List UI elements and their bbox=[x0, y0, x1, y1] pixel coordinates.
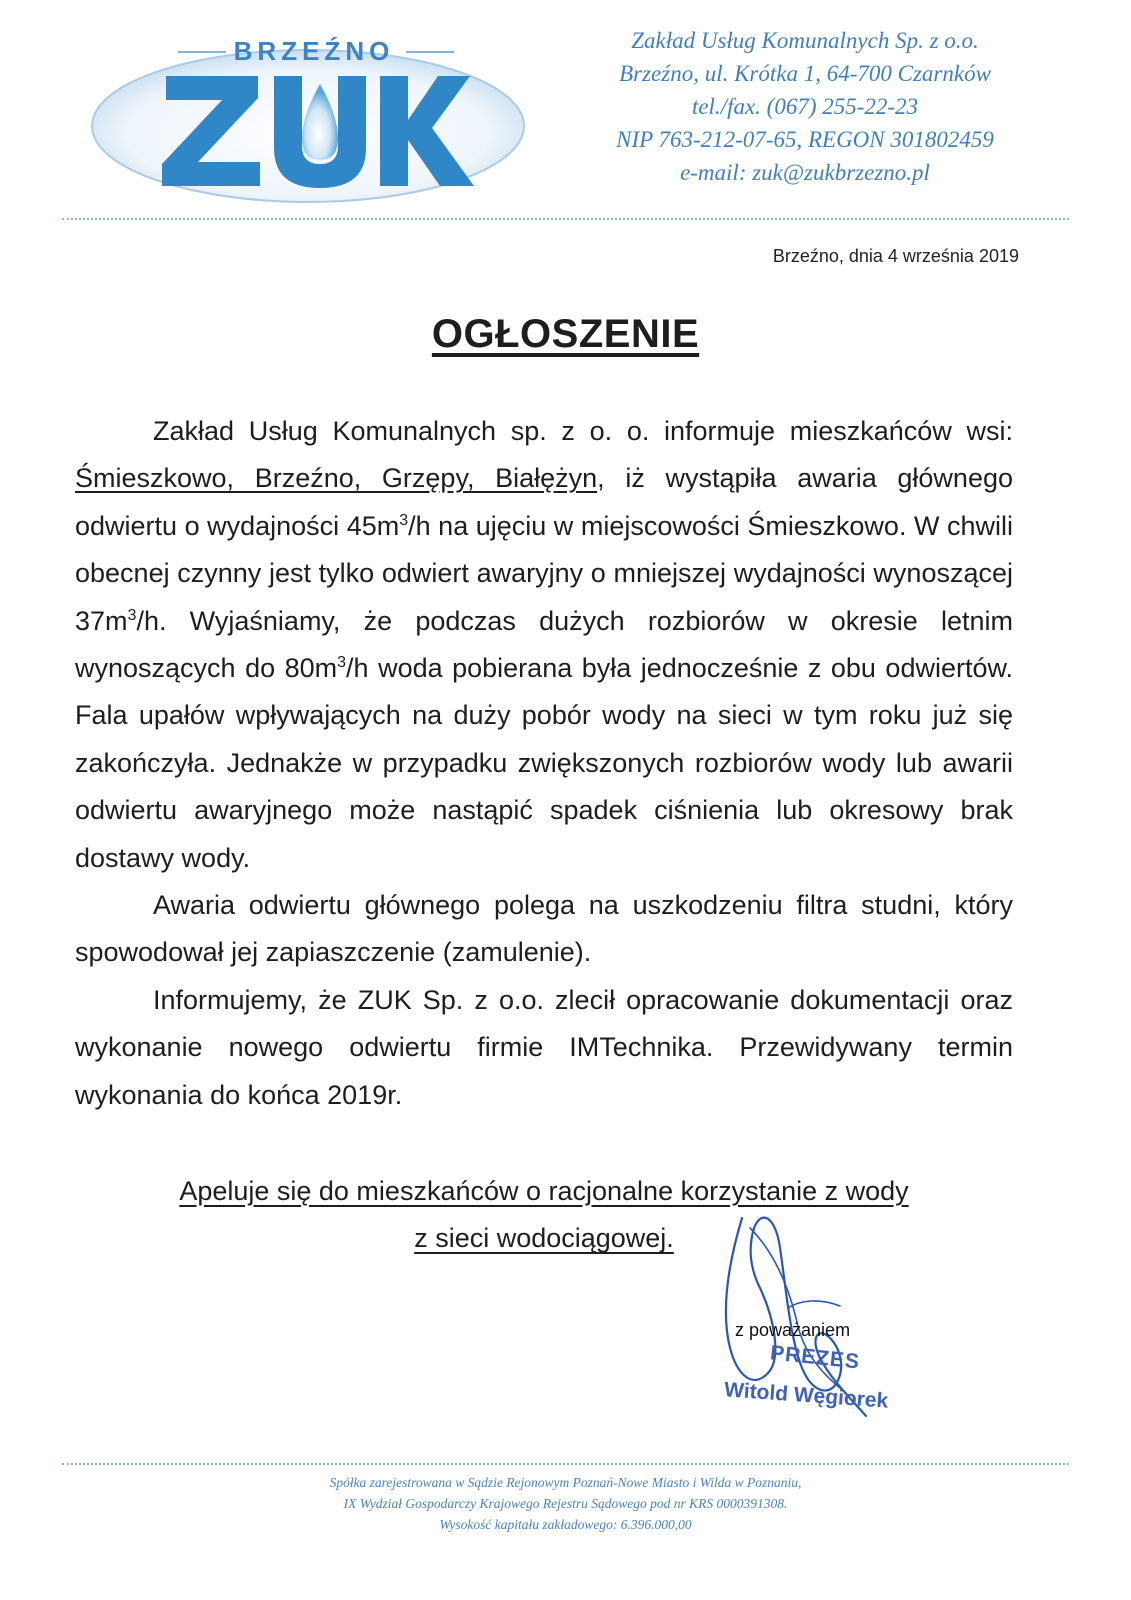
stamp-title: PREZES bbox=[769, 1341, 862, 1374]
footer-divider bbox=[62, 1463, 1069, 1465]
footer-line-1: Spółka zarejestrowana w Sądzie Rejonowym Poznań-Nowe Miasto i Wilda w Poznaniu, bbox=[329, 1475, 802, 1490]
zuk-logo bbox=[88, 16, 528, 206]
company-address: Brzeźno, ul. Krótka 1, 64-700 Czarnków bbox=[619, 61, 991, 86]
p1-part-a: , iż wystąpiła awaria głównego odwiertu o wydajności 45m bbox=[75, 463, 1013, 541]
paragraph-1 bbox=[75, 408, 1013, 882]
p1-part-d: /h woda pobierana była jednocześnie z obu odwiertów. Fala upałów wpływających na duży pobór wody na sieci w tym roku już się zakończyła. Jednakże w przypadku zwiększonych rozbiorów wody lub awarii odwiertu awaryjnego może nastąpić spadek ciśnienia lub okresowy brak dostawy wody. bbox=[75, 653, 1014, 873]
appeal-line-2: z sieci wodociągowej. bbox=[414, 1223, 674, 1254]
header-divider bbox=[62, 218, 1069, 220]
closing-regards: z poważaniem bbox=[735, 1320, 851, 1340]
stamp-name: Witold Węgiorek bbox=[723, 1378, 889, 1413]
footer-registration bbox=[0, 1472, 1131, 1535]
company-info bbox=[540, 24, 1070, 189]
cube-superscript: 3 bbox=[127, 606, 137, 624]
footer-line-2: IX Wydział Gospodarczy Krajowego Rejestru Sądowego pod nr KRS 0000391308. bbox=[343, 1496, 788, 1511]
appeal-line-1: Apeluje się do mieszkańców o racjonalne korzystanie z wody bbox=[179, 1176, 909, 1206]
company-email: e-mail: zuk@zukbrzezno.pl bbox=[680, 160, 930, 185]
document-date: Brzeźno, dnia 4 września 2019 bbox=[772, 246, 1019, 266]
document-title: OGŁOSZENIE bbox=[431, 312, 700, 356]
announcement-body bbox=[75, 408, 1013, 1119]
villages-list: Śmieszkowo, Brzeźno, Grzępy, Białężyn bbox=[75, 463, 598, 494]
p1-part-b: /h na ujęciu w miejscowości Śmieszkowo. W chwili obecnej czynny jest tylko odwiert awaryjny o mniejszej wydajności wynoszącej 37m bbox=[75, 510, 1013, 636]
p1-intro: Zakład Usług Komunalnych sp. z o. o. informuje mieszkańców wsi: bbox=[153, 416, 1013, 446]
company-name: Zakład Usług Komunalnych Sp. z o.o. bbox=[631, 28, 979, 53]
p1-part-c: /h. Wyjaśniamy, że podczas dużych rozbiorów w okresie letnim wynoszących do 80m bbox=[75, 605, 1013, 684]
cube-superscript: 3 bbox=[399, 511, 409, 529]
logo-top-text: BRZEŹNO bbox=[233, 36, 395, 66]
company-nip-regon: NIP 763-212-07-65, REGON 301802459 bbox=[616, 127, 994, 152]
cube-superscript: 3 bbox=[337, 654, 347, 672]
footer-line-3: Wysokość kapitału zakładowego: 6.396.000,00 bbox=[439, 1517, 692, 1532]
company-phone: tel./fax. (067) 255-22-23 bbox=[691, 94, 919, 119]
paragraph-2: Awaria odwiertu głównego polega na uszkodzeniu filtra studni, który spowodował jej zapiaszczenie (zamulenie). bbox=[75, 890, 1013, 968]
document-title-wrap bbox=[0, 312, 1131, 357]
paragraph-3: Informujemy, że ZUK Sp. z o.o. zlecił opracowanie dokumentacji oraz wykonanie nowego odwiertu firmie IMTechnika. Przewidywany termin wykonania do końca 2019r. bbox=[75, 984, 1013, 1110]
